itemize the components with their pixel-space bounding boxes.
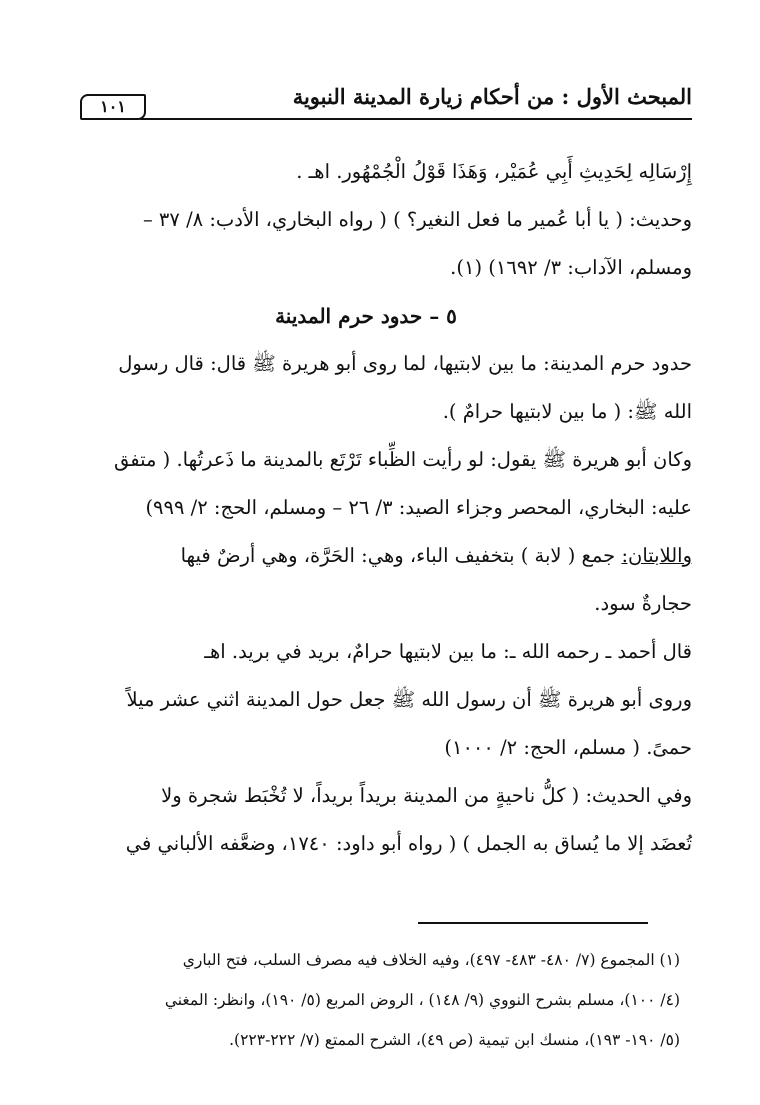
page-header [80, 80, 692, 120]
text-line: وروى أبو هريرة ﷺ أن رسول الله ﷺ جعل حول المدينة اثني عشر ميلاً [126, 688, 692, 711]
text-line: حمىً. ( مسلم، الحج: ٢/ ١٠٠٠) [444, 736, 692, 759]
text-line: تُعضَد إلا ما يُساق به الجمل ) ( رواه أبو داود: ١٧٤٠، وضعَّفه الألباني في [125, 832, 692, 855]
text-line: قال أحمد ـ رحمه الله ـ: ما بين لابتيها حرامٌ، بريد في بريد. اهـ [204, 640, 692, 663]
text-line: إِرْسَالِه لِحَدِيثِ أَبِي عُمَيْر، وَهَذَا قَوْلُ الْجُمْهُور. اهـ . [296, 160, 692, 183]
footnote-line: (٥/ ١٩٠- ١٩٣)، منسك ابن تيمية (ص ٤٩)، الشرح الممتع (٧/ ٢٢٢-٢٢٣). [229, 1031, 680, 1049]
underlined-term: واللابتان: [621, 544, 692, 567]
footnote-line: (١) المجموع (٧/ ٤٨٠- ٤٨٣- ٤٩٧)، وفيه الخلاف فيه مصرف السلب، فتح الباري [182, 951, 680, 969]
footnote-line: (٤/ ١٠٠)، مسلم بشرح النووي (٩/ ١٤٨) ، الروض المربع (٥/ ١٩٠)، وانظر: المغني [164, 991, 680, 1009]
text-line: حدود حرم المدينة: ما بين لابتيها، لما روى أبو هريرة ﷺ قال: قال رسول [118, 352, 692, 375]
text-line: وكان أبو هريرة ﷺ يقول: لو رأيت الظِّباء تَرْتَع بالمدينة ما ذَعرتُها. ( متفق [113, 448, 692, 471]
main-text [80, 148, 692, 868]
text-line: الله ﷺ: ( ما بين لابتيها حرامٌ ). [442, 400, 692, 423]
running-title: المبحث الأول : من أحكام زيارة المدينة النبوية [292, 84, 692, 109]
text-line: وحديث: ( يا أبا عُمير ما فعل النغير؟ ) ( رواه البخاري، الأدب: ٨/ ٣٧ – [142, 208, 692, 231]
text-span: جمع ( لابة ) بتخفيف الباء، وهي: الحَرَّة، وهي أرضٌ فيها [180, 544, 622, 567]
text-line: ومسلم، الآداب: ٣/ ١٦٩٢) (١). [450, 256, 692, 279]
footnotes [80, 940, 680, 1060]
text-line: وفي الحديث: ( كلُّ ناحيةٍ من المدينة بريداً بريداً، لا تُخْبَط شجرة ولا [161, 784, 692, 807]
text-line [80, 532, 692, 580]
text-line: عليه: البخاري، المحصر وجزاء الصيد: ٣/ ٢٦ – ومسلم، الحج: ٢/ ٩٩٩) [145, 496, 692, 519]
header-rule [140, 118, 692, 120]
page-number: ١٠١ [80, 94, 146, 120]
footnote-rule [418, 922, 648, 924]
text-line: حجارةٌ سود. [594, 592, 692, 615]
section-heading: ٥ – حدود حرم المدينة [275, 304, 457, 328]
